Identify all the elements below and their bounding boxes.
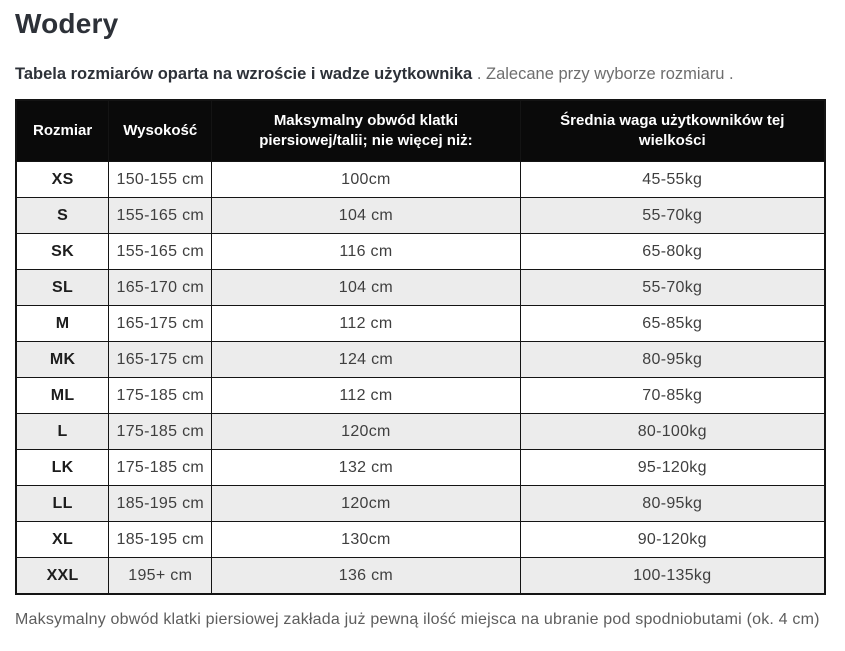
column-header-chest-circumference: Maksymalny obwód klatki piersiowej/talii; nie więcej niż: [212,100,520,162]
circumference-cell: 136 cm [212,558,520,595]
table-description-rest: . Zalecane przy wyborze rozmiaru . [472,65,734,84]
weight-cell: 70-85kg [520,378,825,414]
size-cell: LK [16,450,109,486]
size-cell: S [16,198,109,234]
weight-cell: 55-70kg [520,270,825,306]
table-description [15,64,826,85]
column-header-height: Wysokość [109,100,212,162]
table-row [16,414,825,450]
circumference-cell: 104 cm [212,270,520,306]
size-cell: L [16,414,109,450]
height-cell: 150-155 cm [109,162,212,198]
table-row [16,486,825,522]
size-cell: XL [16,522,109,558]
size-table-header [16,100,825,162]
table-row [16,198,825,234]
circumference-cell: 132 cm [212,450,520,486]
weight-cell: 95-120kg [520,450,825,486]
height-cell: 165-170 cm [109,270,212,306]
circumference-cell: 120cm [212,486,520,522]
weight-cell: 55-70kg [520,198,825,234]
table-row [16,270,825,306]
weight-cell: 65-80kg [520,234,825,270]
height-cell: 175-185 cm [109,450,212,486]
size-cell: LL [16,486,109,522]
height-cell: 165-175 cm [109,342,212,378]
footnote: Maksymalny obwód klatki piersiowej zakłada już pewną ilość miejsca na ubranie pod spodniobutami (ok. 4 cm) [15,611,820,629]
table-row [16,234,825,270]
table-row [16,342,825,378]
height-cell: 155-165 cm [109,234,212,270]
table-row [16,162,825,198]
weight-cell: 65-85kg [520,306,825,342]
table-row [16,378,825,414]
weight-cell: 45-55kg [520,162,825,198]
height-cell: 175-185 cm [109,378,212,414]
height-cell: 195+ cm [109,558,212,595]
size-cell: SK [16,234,109,270]
table-row [16,522,825,558]
weight-cell: 80-95kg [520,342,825,378]
weight-cell: 90-120kg [520,522,825,558]
size-cell: XXL [16,558,109,595]
circumference-cell: 112 cm [212,378,520,414]
size-cell: SL [16,270,109,306]
weight-cell: 100-135kg [520,558,825,595]
weight-cell: 80-95kg [520,486,825,522]
table-row [16,450,825,486]
column-header-average-weight: Średnia waga użytkowników tej wielkości [520,100,825,162]
size-cell: M [16,306,109,342]
weight-cell: 80-100kg [520,414,825,450]
circumference-cell: 112 cm [212,306,520,342]
size-cell: ML [16,378,109,414]
circumference-cell: 130cm [212,522,520,558]
circumference-cell: 124 cm [212,342,520,378]
header-row [16,100,825,162]
circumference-cell: 116 cm [212,234,520,270]
table-row [16,558,825,595]
size-cell: XS [16,162,109,198]
height-cell: 165-175 cm [109,306,212,342]
table-row [16,306,825,342]
circumference-cell: 104 cm [212,198,520,234]
height-cell: 185-195 cm [109,522,212,558]
column-header-size: Rozmiar [16,100,109,162]
height-cell: 175-185 cm [109,414,212,450]
height-cell: 185-195 cm [109,486,212,522]
table-description-bold: Tabela rozmiarów oparta na wzroście i wadze użytkownika [15,65,473,84]
size-table [15,99,826,595]
page-title: Wodery [15,8,119,39]
size-table-body [16,162,825,595]
circumference-cell: 100cm [212,162,520,198]
circumference-cell: 120cm [212,414,520,450]
size-cell: MK [16,342,109,378]
height-cell: 155-165 cm [109,198,212,234]
